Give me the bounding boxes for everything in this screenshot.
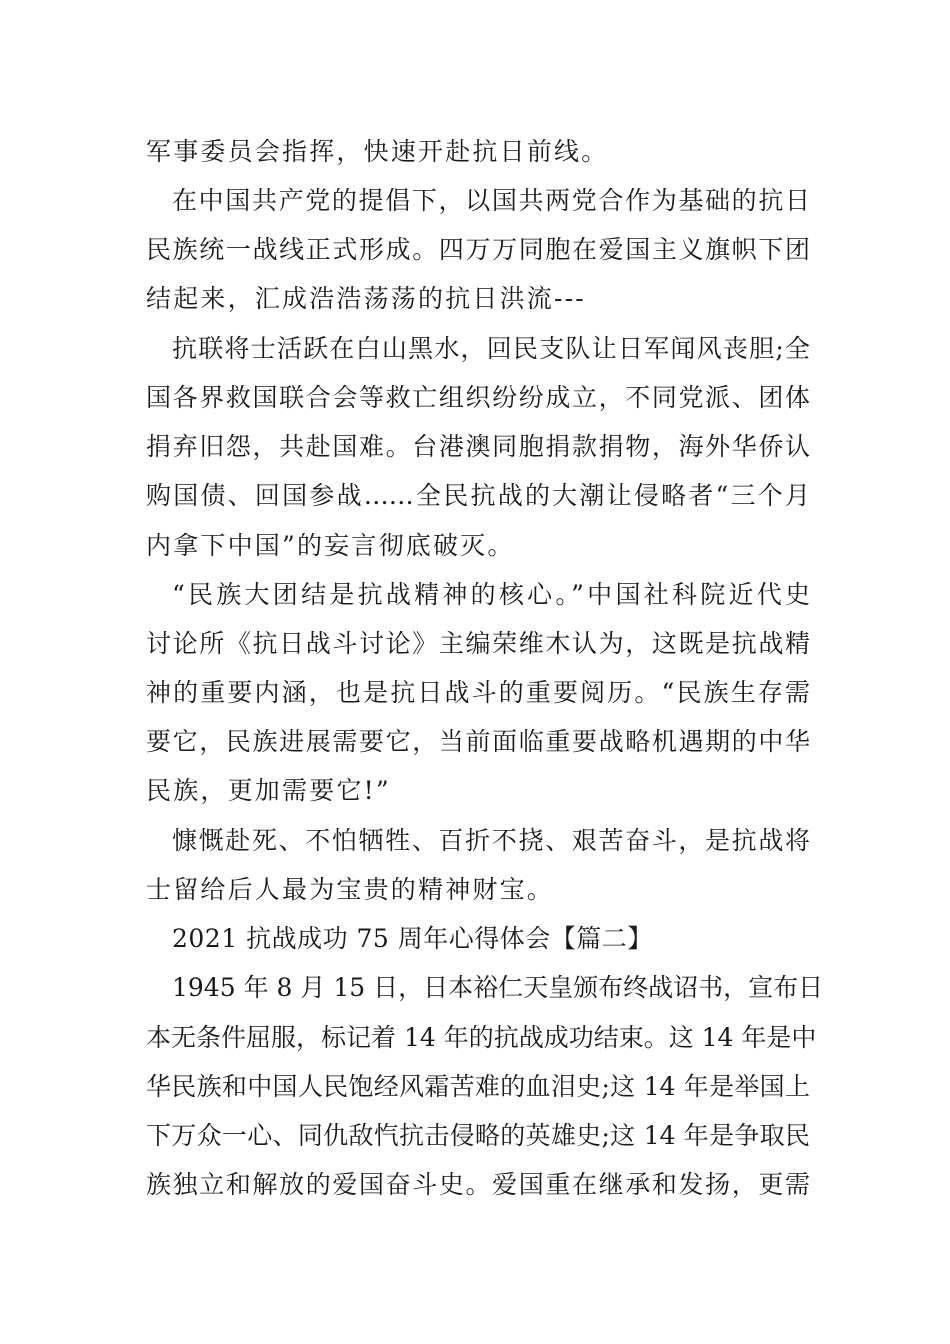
text-line: 要它，民族进展需要它，当前面临重要战略机遇期的中华 (146, 727, 810, 756)
paragraph-first-line: 1945 年 8 月 15 日，日本裕仁天皇颁布终战诏书，宣布日 (172, 973, 824, 1002)
paragraph-first-line: 抗联将士活跃在白山黑水，回民支队让日军闻风丧胆;全 (172, 334, 810, 363)
paragraph-first-line: 在中国共产党的提倡下，以国共两党合作为基础的抗日 (172, 186, 810, 215)
text-line: 购国债、回国参战……全民抗战的大潮让侵略者“三个月 (146, 481, 810, 510)
paragraph-first-line: 慷慨赴死、不怕牺牲、百折不挠、艰苦奋斗，是抗战将 (172, 826, 810, 855)
text-line: 下万众一心、同仇敌忾抗击侵略的英雄史;这 14 年是争取民 (146, 1121, 810, 1150)
text-line: 内拿下中国”的妄言彻底破灭。 (146, 531, 515, 560)
text-line: 捐弃旧怨，共赴国难。台港澳同胞捐款捐物，海外华侨认 (146, 432, 810, 461)
text-line: 讨论所《抗日战斗讨论》主编荣维木认为，这既是抗战精 (146, 629, 810, 658)
text-line: 民族统一战线正式形成。四万万同胞在爱国主义旗帜下团 (146, 235, 810, 264)
text-line: 士留给后人最为宝贵的精神财宝。 (146, 875, 555, 904)
text-line: 族独立和解放的爱国奋斗史。爱国重在继承和发扬，更需 (146, 1170, 810, 1199)
text-line: 神的重要内涵，也是抗日战斗的重要阅历。“民族生存需 (146, 678, 810, 707)
text-line: 本无条件屈服，标记着 14 年的抗战成功结束。这 14 年是中 (146, 1023, 817, 1052)
text-line: 军事委员会指挥，快速开赴抗日前线。 (146, 137, 609, 166)
text-line: 国各界救国联合会等救亡组织纷纷成立，不同党派、团体 (146, 383, 810, 412)
paragraph-first-line: “民族大团结是抗战精神的核心。”中国社科院近代史 (172, 580, 810, 609)
text-line: 民族，更加需要它!” (146, 776, 391, 805)
text-line: 结起来，汇成浩浩荡荡的抗日洪流--- (146, 284, 586, 313)
text-line: 华民族和中国人民饱经风霜苦难的血泪史;这 14 年是举国上 (146, 1072, 810, 1101)
section-heading: 2021 抗战成功 75 周年心得体会【篇二】 (172, 924, 653, 953)
